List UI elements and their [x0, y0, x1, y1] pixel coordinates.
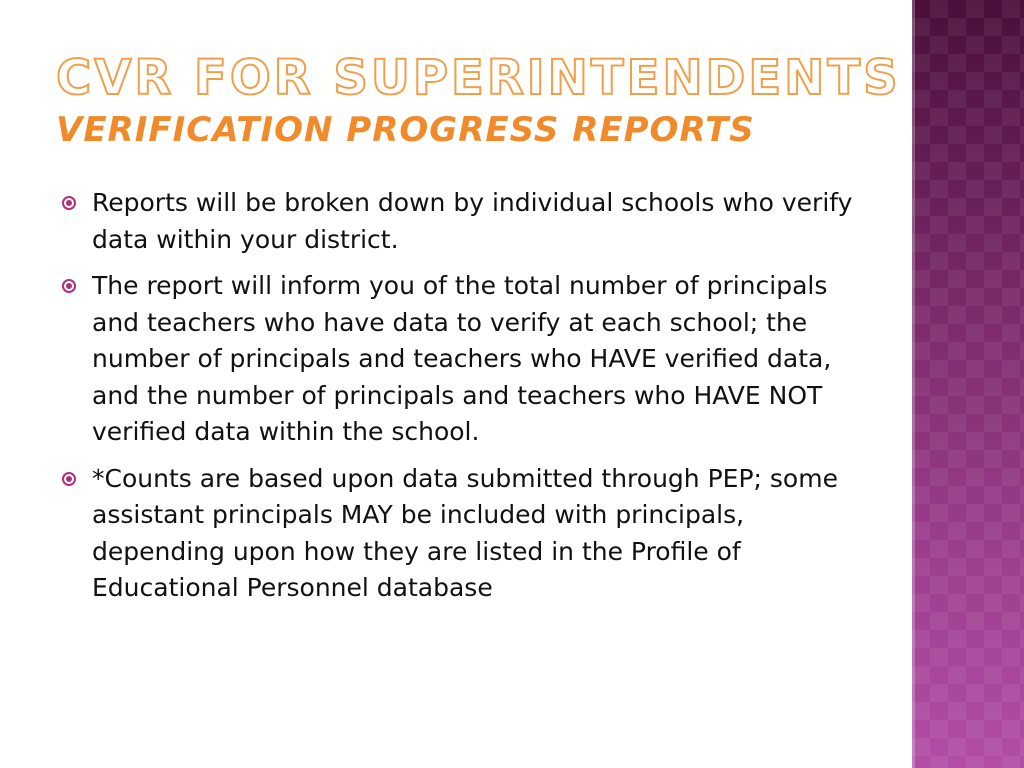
bullet-item [62, 185, 862, 258]
diamond-pattern [912, 0, 1024, 768]
circle-bullet-icon [62, 472, 76, 486]
decorative-side-panel [912, 0, 1024, 768]
slide-title: CVR FOR SUPERINTENDENTS [56, 50, 901, 106]
title-block [56, 50, 901, 150]
circle-bullet-icon [62, 196, 76, 210]
bullet-list [62, 185, 862, 617]
bullet-item [62, 461, 862, 607]
bullet-text: Reports will be broken down by individual schools who verify data within your district. [92, 188, 853, 254]
bullet-item [62, 268, 862, 451]
bullet-text: The report will inform you of the total number of principals and teachers who have data to verify at each school; the number of principals and teachers who HAVE verified data, and the number of principals and teachers who HAVE NOT verified data within the school. [92, 271, 832, 446]
circle-bullet-icon [62, 279, 76, 293]
slide-subtitle: VERIFICATION PROGRESS REPORTS [56, 110, 755, 150]
bullet-text: *Counts are based upon data submitted through PEP; some assistant principals MAY be included with principals, depending upon how they are listed in the Profile of Educational Personnel database [92, 463, 838, 602]
panel-edge [912, 0, 915, 768]
